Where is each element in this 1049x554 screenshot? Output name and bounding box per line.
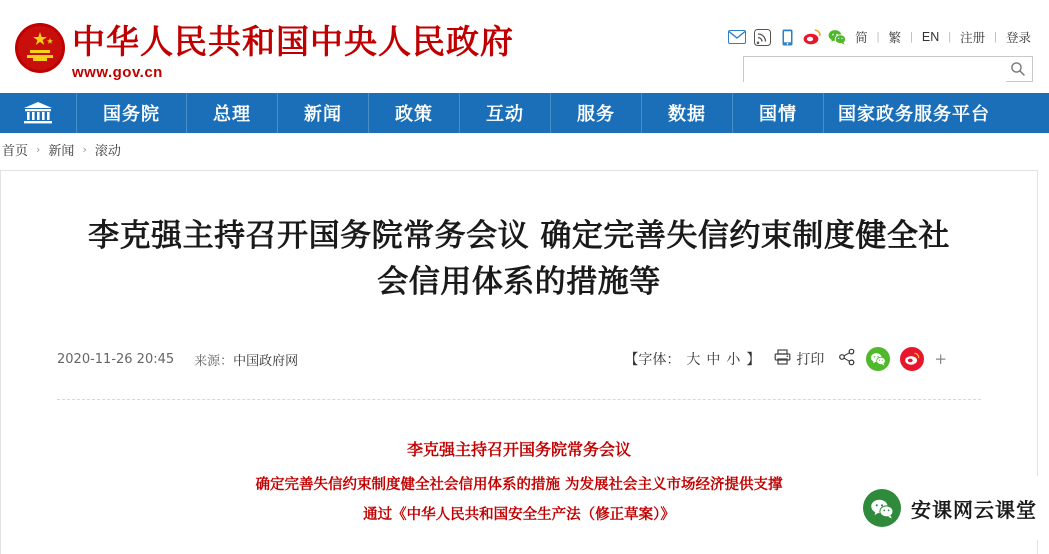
weibo-icon[interactable]	[803, 28, 821, 46]
source-value[interactable]: 中国政府网	[233, 353, 299, 369]
nav-item-gov-service-platform[interactable]: 国家政务服务平台	[838, 104, 990, 125]
printer-icon	[774, 349, 791, 369]
mobile-icon[interactable]	[778, 28, 796, 46]
search-input[interactable]	[744, 57, 1006, 83]
nav-item-data[interactable]: 数据	[642, 93, 733, 133]
article-lead-line-1: 李克强主持召开国务院常务会议	[406, 440, 631, 459]
article-source	[194, 350, 298, 369]
article-tools	[624, 347, 947, 371]
breadcrumb	[0, 133, 1049, 165]
breadcrumb-arrow-icon: ›	[36, 142, 41, 156]
share-controls	[838, 347, 947, 371]
site-title: 中华人民共和国中央人民政府	[72, 22, 514, 61]
article-date: 2020-11-26 20:45	[57, 351, 175, 367]
print-button[interactable]	[774, 349, 824, 369]
share-wechat-icon[interactable]	[866, 347, 890, 371]
share-more-button[interactable]: +	[934, 350, 947, 368]
national-emblem-icon	[14, 22, 66, 74]
meta-divider	[57, 399, 981, 400]
wechat-icon	[863, 489, 901, 527]
print-label: 打印	[796, 352, 825, 368]
page-title: 李克强主持召开国务院常务会议 确定完善失信约束制度健全社会信用体系的措施等	[88, 218, 950, 300]
separator: |	[948, 31, 952, 43]
register-link[interactable]: 注册	[960, 31, 986, 45]
source-label: 来源：	[194, 353, 234, 369]
nav-item-news[interactable]: 新闻	[278, 93, 369, 133]
watermark-text: 安课网云课堂	[911, 497, 1037, 522]
font-size-prefix: 【字体：	[624, 352, 681, 368]
breadcrumb-arrow-icon: ›	[82, 142, 87, 156]
article-lead-line-2: 确定完善失信约束制度健全社会信用体系的措施 为发展社会主义市场经济提供支撑	[255, 477, 783, 493]
nav-item-national-profile[interactable]: 国情	[733, 93, 824, 133]
separator: |	[994, 31, 997, 43]
breadcrumb-item-scroll[interactable]: 滚动	[94, 143, 121, 159]
site-header	[0, 0, 1049, 93]
font-size-suffix: 】	[746, 352, 761, 368]
lang-simplified-link[interactable]: 简	[855, 31, 868, 45]
lang-english-link[interactable]: EN	[921, 30, 940, 44]
rss-icon[interactable]	[753, 28, 771, 46]
mail-icon[interactable]	[728, 28, 746, 46]
font-size-small[interactable]: 小	[726, 352, 741, 368]
share-weibo-icon[interactable]	[900, 347, 924, 371]
main-nav	[0, 93, 1049, 133]
article-meta-left	[57, 350, 298, 369]
breadcrumb-item-news[interactable]: 新闻	[48, 143, 75, 159]
article-meta	[57, 345, 981, 373]
login-link[interactable]: 登录	[1005, 31, 1031, 45]
nav-item-premier[interactable]: 总理	[187, 93, 278, 133]
nav-item-interaction[interactable]: 互动	[460, 93, 551, 133]
separator: |	[876, 31, 880, 43]
separator: |	[910, 31, 913, 43]
article-lead-line-3: 通过《中华人民共和国安全生产法（修正草案）》	[363, 507, 675, 523]
watermark-overlay	[799, 476, 1049, 540]
font-size-control	[624, 349, 760, 369]
nav-item-guowuyuan[interactable]: 国务院	[77, 93, 187, 133]
lang-traditional-link[interactable]: 繁	[888, 31, 902, 45]
breadcrumb-item-home[interactable]: 首页	[2, 143, 29, 159]
font-size-large[interactable]: 大	[686, 352, 701, 368]
wechat-icon[interactable]	[828, 28, 846, 46]
nav-home-icon[interactable]	[0, 93, 77, 133]
top-utility-bar	[728, 28, 1033, 46]
search-icon[interactable]	[1008, 60, 1028, 80]
site-url: www.gov.cn	[72, 64, 163, 81]
search-box[interactable]	[743, 56, 1033, 82]
nav-item-policy[interactable]: 政策	[369, 93, 460, 133]
site-brand[interactable]	[72, 22, 514, 81]
share-icon[interactable]	[838, 348, 856, 370]
font-size-medium[interactable]: 中	[706, 352, 721, 368]
nav-item-services[interactable]: 服务	[551, 93, 642, 133]
